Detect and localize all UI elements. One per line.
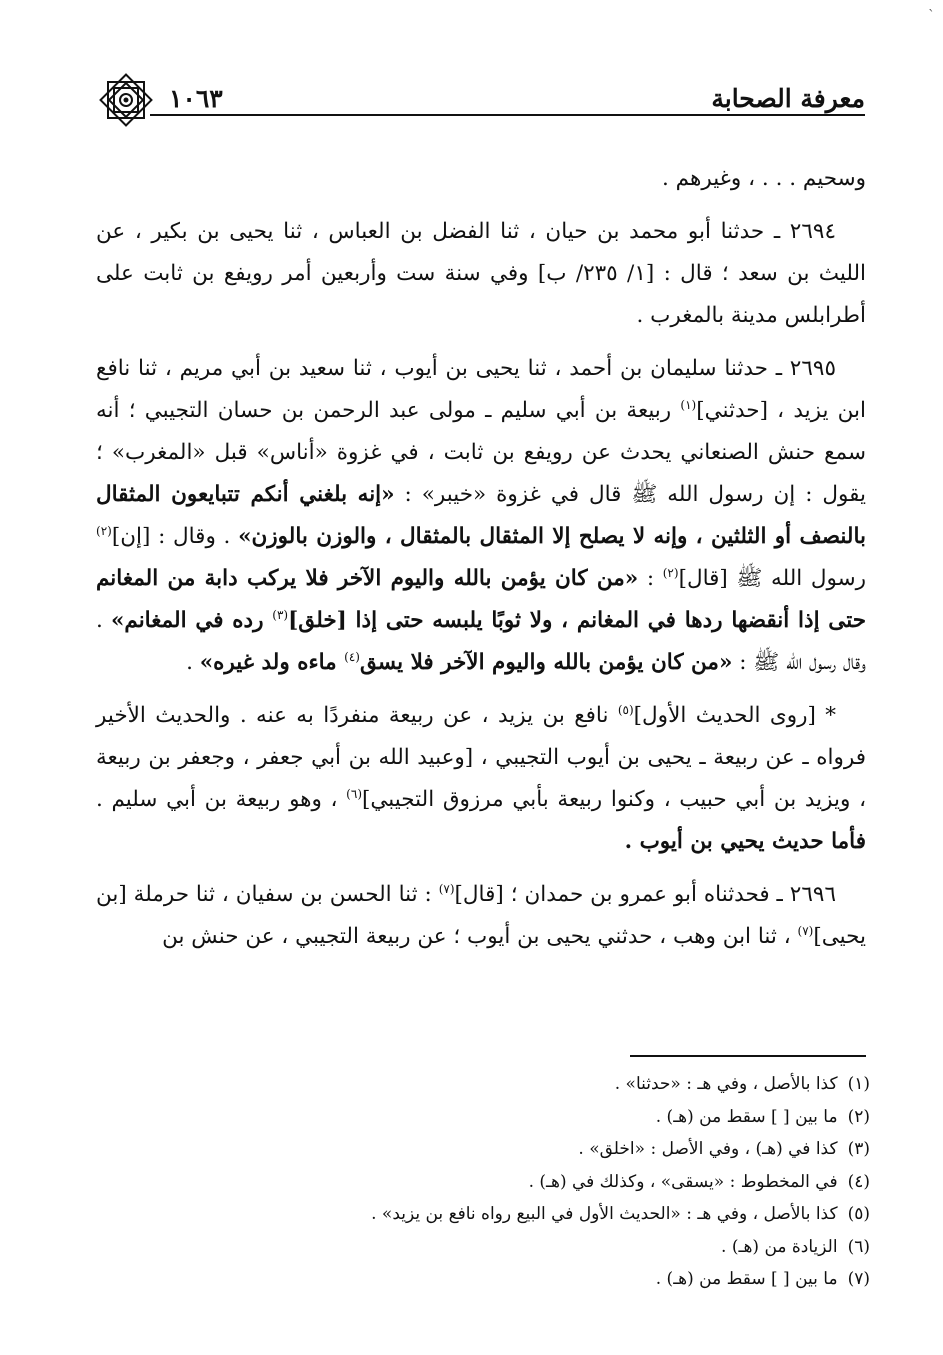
footnote-item [300, 1263, 870, 1296]
octagram-ornament-icon [95, 69, 157, 131]
footnote-ref: (٤) [344, 649, 360, 664]
footnote-ref: (٣) [272, 607, 289, 622]
footnote-number: (٧) [847, 1269, 870, 1289]
footnote-rule [630, 1055, 866, 1057]
text-segment: . [186, 650, 200, 675]
text-segment: ٢٦٩٦ ـ فحدثناه أبو عمرو بن حمدان ؛ [قال] [454, 882, 836, 907]
footnote-number: (٦) [847, 1236, 870, 1257]
hadith-text: رده في المغانم» [110, 608, 273, 633]
section-heading: فأما حديث يحيي بن أيوب . [624, 829, 866, 854]
footnote-text: ما بين [ ] سقط من (هـ) . [655, 1106, 838, 1127]
text-segment: رسول الله ﷺ [قال] [678, 566, 866, 591]
footnote-number: (١) [847, 1074, 870, 1094]
corner-mark: ` [928, 8, 935, 24]
text-segment: ربيعة بن أبي سليم ـ مولى عبد الرحمن بن حسان التجيبي ؛ أنه سمع حنش الصنعاني يحدث عن رويفع بن ثابت ، في غزوة «أناس» قبل «المغرب» ؛ يقول : إن رسول الله ﷺ قال في غزوة «خيبر» : [96, 398, 866, 507]
hadith-text: «إنه بلغني أنكم تتبايعون المثقال بالنصف أو الثلثين ، وإنه لا يصلح إلا المثقال بالمثقال ، والوزن بالوزن» [96, 482, 866, 549]
text-segment: ، وهو ربيعة بن أبي سليم . [96, 787, 347, 812]
paragraph-2694: ٢٦٩٤ ـ حدثنا أبو محمد بن حيان ، ثنا الفضل بن العباس ، ثنا يحيى بن بكير ، عن الليث بن سعد ؛ قال : [١/ ٢٣٥/ ب] وفي سنة ست وأربعين أمر رويفع بن ثابت على أطرابلس مدينة بالمغرب . [96, 219, 867, 328]
footnote-ref: (٦) [346, 786, 362, 801]
footnote-item [300, 1133, 870, 1166]
footnote-item [300, 1198, 870, 1231]
footnote-item [300, 1231, 870, 1264]
footnote-text: في المخطوط : «يسقى» ، وكذلك في (هـ) . [528, 1171, 838, 1192]
paragraph-commentary [96, 695, 866, 863]
footnote-ref: (٥) [617, 702, 634, 717]
footnote-text: الزيادة من (هـ) . [721, 1236, 838, 1257]
paragraph-2695 [96, 348, 866, 684]
footnote-ref: (٧) [797, 923, 814, 938]
footnotes [300, 1068, 870, 1296]
text-segment: نافع بن يزيد ، عن ربيعة منفردًا به عنه . والحديث الأخير فرواه ـ عن ربيعة ـ يحيى بن أيوب التجيبي ، [وعبيد الله بن أبي جعفر ، وجعفر بن ربيعة ، ويزيد بن أبي حبيب ، وكنوا ربيعة بأبي مرزوق التجيبي] [96, 703, 867, 812]
hadith-text: ماءه ولد غيره» [199, 650, 345, 675]
hadith-text: «من كان يؤمن بالله واليوم الآخر فلا يركب دابة من المغانم حتى إذا أنقضها ردها في المغانم ، ولا ثوبًا يلبسه حتى إذا [خلق] [96, 566, 866, 633]
book-title: معرفة الصحابة [711, 83, 865, 113]
footnote-number: (٣) [847, 1139, 870, 1159]
footnote-ref: (١) [680, 397, 697, 412]
footnote-ref: (٢) [662, 565, 679, 580]
paragraph-intro: وسحيم . . . ، وغيرهم . [662, 166, 866, 191]
footnote-text: ما بين [ ] سقط من (هـ) . [655, 1269, 838, 1289]
text-segment: * [روى الحديث الأول] [633, 703, 836, 728]
header-rule [150, 114, 865, 116]
text-segment: : [638, 566, 663, 591]
paragraph-2696 [96, 874, 866, 958]
footnote-text: كذا بالأصل ، وفي هـ : «حدثنا» . [614, 1074, 838, 1094]
text-segment: : ثنا الحسن بن سفيان ، ثنا حرملة [بن يحيى] [96, 882, 866, 949]
footnote-text: كذا في (هـ) ، وفي الأصل : «اخلق» . [578, 1139, 838, 1159]
main-text [96, 158, 866, 969]
footnote-text: كذا بالأصل ، وفي هـ : «الحديث الأول في البيع رواه نافع بن يزيد» . [371, 1204, 838, 1224]
footnote-number: (٢) [847, 1106, 870, 1127]
footnote-item [300, 1101, 870, 1134]
footnote-item [300, 1068, 870, 1101]
text-segment: . وقال : [إن] [111, 524, 239, 549]
page-number: ١٠٦٣ [169, 83, 223, 113]
hadith-text: «من كان يؤمن بالله واليوم الآخر فلا يسق [359, 650, 733, 675]
text-segment: ٢٦٩٥ ـ حدثنا سليمان بن أحمد ، ثنا يحيى بن أيوب ، ثنا سعيد بن أبي مريم ، ثنا نافع ابن يزيد ، [حدثني] [96, 356, 866, 423]
footnote-number: (٥) [847, 1204, 870, 1224]
footnote-item [300, 1166, 870, 1199]
footnote-ref: (٢) [96, 523, 112, 538]
footnote-number: (٤) [847, 1171, 870, 1192]
text-segment: ، ثنا ابن وهب ، حدثني يحيى بن أيوب ؛ عن ربيعة التجيبي ، عن حنش بن [162, 924, 798, 949]
page-header [95, 80, 865, 116]
footnote-ref: (٧) [438, 881, 455, 896]
text-segment: . وقال رسول الله ﷺ : [96, 608, 866, 675]
header-left-group [95, 65, 223, 131]
